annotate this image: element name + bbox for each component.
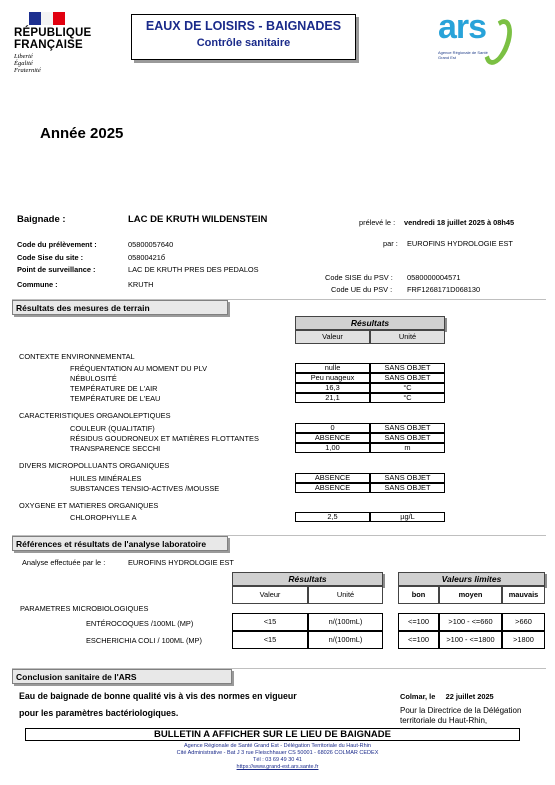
psv-ue-value: FRF1268171D068130 xyxy=(407,285,481,294)
section-terrain: Résultats des mesures de terrain xyxy=(12,300,228,315)
row-valeur: ABSENCE xyxy=(295,483,370,493)
footer-line2: Cité Administrative - Bat J 3 rue Fleischhauer CS 50001 - 68026 COLMAR CEDEX xyxy=(176,750,379,756)
sign-line1: Pour la Directrice de la Délégation xyxy=(400,706,522,715)
labo-row-valeur: <15 xyxy=(232,613,308,631)
ars-line1: Agence Régionale de Santé xyxy=(438,50,488,55)
labo-row-mauvais: >660 xyxy=(502,613,545,631)
row-unite: m xyxy=(370,443,445,453)
row-label: NÉBULOSITÉ xyxy=(70,374,117,383)
analyse-value: EUROFINS HYDROLOGIE EST xyxy=(128,558,234,567)
rf-motto3: Fraternité xyxy=(14,67,41,74)
row-label: TRANSPARENCE SECCHI xyxy=(70,444,161,453)
labo-col-valeur: Valeur xyxy=(232,586,308,604)
row-unite: SANS OBJET xyxy=(370,373,445,383)
preleve-value: vendredi 18 juillet 2025 à 08h45 xyxy=(404,218,515,227)
code-sise-value: 05800421б xyxy=(128,253,166,262)
labo-results-header: Résultats xyxy=(232,572,383,586)
ars-logo-text: ars xyxy=(438,8,487,46)
row-unite: °C xyxy=(370,383,445,393)
psv-sise-label: Code SISE du PSV : xyxy=(325,273,393,282)
rf-motto2: Égalité xyxy=(14,60,33,67)
group-title: CARACTERISTIQUES ORGANOLEPTIQUES xyxy=(19,411,171,420)
row-valeur: ABSENCE xyxy=(295,433,370,443)
row-label: FRÉQUENTATION AU MOMENT DU PLV xyxy=(70,364,208,373)
commune-value: KRUTH xyxy=(128,280,154,289)
labo-row-unite: n/(100mL) xyxy=(308,631,383,649)
point-surveillance-label: Point de surveillance : xyxy=(17,265,96,274)
commune-label: Commune : xyxy=(17,280,58,289)
row-valeur: 21,1 xyxy=(295,393,370,403)
group-title: OXYGENE ET MATIERES ORGANIQUES xyxy=(19,501,159,510)
bulletin-banner: BULLETIN A AFFICHER SUR LE LIEU DE BAIGNADE xyxy=(25,728,520,741)
year-heading: Année 2025 xyxy=(40,125,124,142)
terrain-results-header: Résultats xyxy=(295,316,445,330)
row-unite: °C xyxy=(370,393,445,403)
limits-col-bon: bon xyxy=(398,586,439,604)
labo-row-bon: <=100 xyxy=(398,631,439,649)
par-value: EUROFINS HYDROLOGIE EST xyxy=(407,239,513,248)
labo-row-bon: <=100 xyxy=(398,613,439,631)
terrain-col-valeur: Valeur xyxy=(295,330,370,344)
rf-line1: RÉPUBLIQUE xyxy=(14,27,92,39)
rf-motto1: Liberté xyxy=(14,53,33,60)
limits-col-moyen: moyen xyxy=(439,586,502,604)
group-title: CONTEXTE ENVIRONNEMENTAL xyxy=(19,352,135,361)
footer-link[interactable]: https://www.grand-est.ars.sante.fr xyxy=(236,764,319,770)
row-unite: SANS OBJET xyxy=(370,483,445,493)
footer-line3: Tél : 03 69 49 30 41 xyxy=(253,757,302,763)
section-conclusion: Conclusion sanitaire de l'ARS xyxy=(12,669,232,684)
row-label: TEMPÉRATURE DE L'AIR xyxy=(70,384,158,393)
labo-group-title: PARAMETRES MICROBIOLOGIQUES xyxy=(20,604,149,613)
labo-row-label: ESCHERICHIA COLI / 100ML (MP) xyxy=(86,636,202,645)
point-surveillance-value: LAC DE KRUTH PRES DES PEDALOS xyxy=(128,265,259,274)
row-label: CHLOROPHYLLE A xyxy=(70,513,137,522)
row-unite: SANS OBJET xyxy=(370,433,445,443)
row-valeur: 2,5 xyxy=(295,512,370,522)
republique-francaise-logo xyxy=(14,12,104,82)
row-valeur: 1,00 xyxy=(295,443,370,453)
labo-row-label: ENTÉROCOQUES /100ML (MP) xyxy=(86,619,194,628)
psv-ue-label: Code UE du PSV : xyxy=(331,285,393,294)
place-date: Colmar, le 22 juillet 2025 xyxy=(400,692,494,701)
row-label: COULEUR (QUALITATIF) xyxy=(70,424,155,433)
row-label: HUILES MINÉRALES xyxy=(70,474,142,483)
row-unite: µg/L xyxy=(370,512,445,522)
code-prelevement-value: 05800057640 xyxy=(128,240,174,249)
row-valeur: 0 xyxy=(295,423,370,433)
preleve-label: prélevé le : xyxy=(359,218,396,227)
row-valeur: 16,3 xyxy=(295,383,370,393)
limits-header: Valeurs limites xyxy=(398,572,545,586)
psv-sise-value: 0580000004571 xyxy=(407,273,461,282)
row-label: RÉSIDUS GOUDRONEUX ET MATIÈRES FLOTTANTES xyxy=(70,434,259,443)
page-title: EAUX DE LOISIRS - BAIGNADES xyxy=(145,19,342,33)
analyse-label: Analyse effectuée par le : xyxy=(22,558,106,567)
row-label: SUBSTANCES TENSIO-ACTIVES /MOUSSE xyxy=(70,484,220,493)
marianne-emblem xyxy=(29,12,65,25)
sign-line2: territoriale du Haut-Rhin, xyxy=(400,716,488,725)
row-unite: SANS OBJET xyxy=(370,473,445,483)
conclusion-text-line2: pour les paramètres bactériologiques. xyxy=(19,708,179,718)
row-unite: SANS OBJET xyxy=(370,423,445,433)
ars-line2: Grand Est xyxy=(438,55,457,60)
labo-row-moyen: >100 - <=660 xyxy=(439,613,502,631)
labo-row-moyen: >100 - <=1800 xyxy=(439,631,502,649)
code-sise-label: Code Sise du site : xyxy=(17,253,84,262)
baignade-label: Baignade : xyxy=(17,214,66,225)
terrain-col-unite: Unité xyxy=(370,330,445,344)
par-label: par : xyxy=(383,239,398,248)
labo-row-valeur: <15 xyxy=(232,631,308,649)
group-title: DIVERS MICROPOLLUANTS ORGANIQUES xyxy=(19,461,170,470)
labo-row-mauvais: >1800 xyxy=(502,631,545,649)
code-prelevement-label: Code du prélèvement : xyxy=(17,240,97,249)
conclusion-text-line1: Eau de baignade de bonne qualité vis à vis des normes en vigueur xyxy=(19,691,297,701)
section-labo: Références et résultats de l'analyse laboratoire xyxy=(12,536,228,551)
baignade-value: LAC DE KRUTH WILDENSTEIN xyxy=(128,214,268,225)
row-valeur: nulle xyxy=(295,363,370,373)
limits-col-mauvais: mauvais xyxy=(502,586,545,604)
row-valeur: ABSENCE xyxy=(295,473,370,483)
row-unite: SANS OBJET xyxy=(370,363,445,373)
row-valeur: Peu nuageux xyxy=(295,373,370,383)
page-subtitle: Contrôle sanitaire xyxy=(196,37,291,49)
rf-line2: FRANÇAISE xyxy=(14,39,83,51)
footer-line1: Agence Régionale de Santé Grand Est - Délégation Territoriale du Haut-Rhin xyxy=(183,743,371,749)
title-box xyxy=(131,14,356,60)
labo-row-unite: n/(100mL) xyxy=(308,613,383,631)
labo-col-unite: Unité xyxy=(308,586,383,604)
ars-logo xyxy=(436,8,520,72)
row-label: TEMPÉRATURE DE L'EAU xyxy=(70,394,161,403)
